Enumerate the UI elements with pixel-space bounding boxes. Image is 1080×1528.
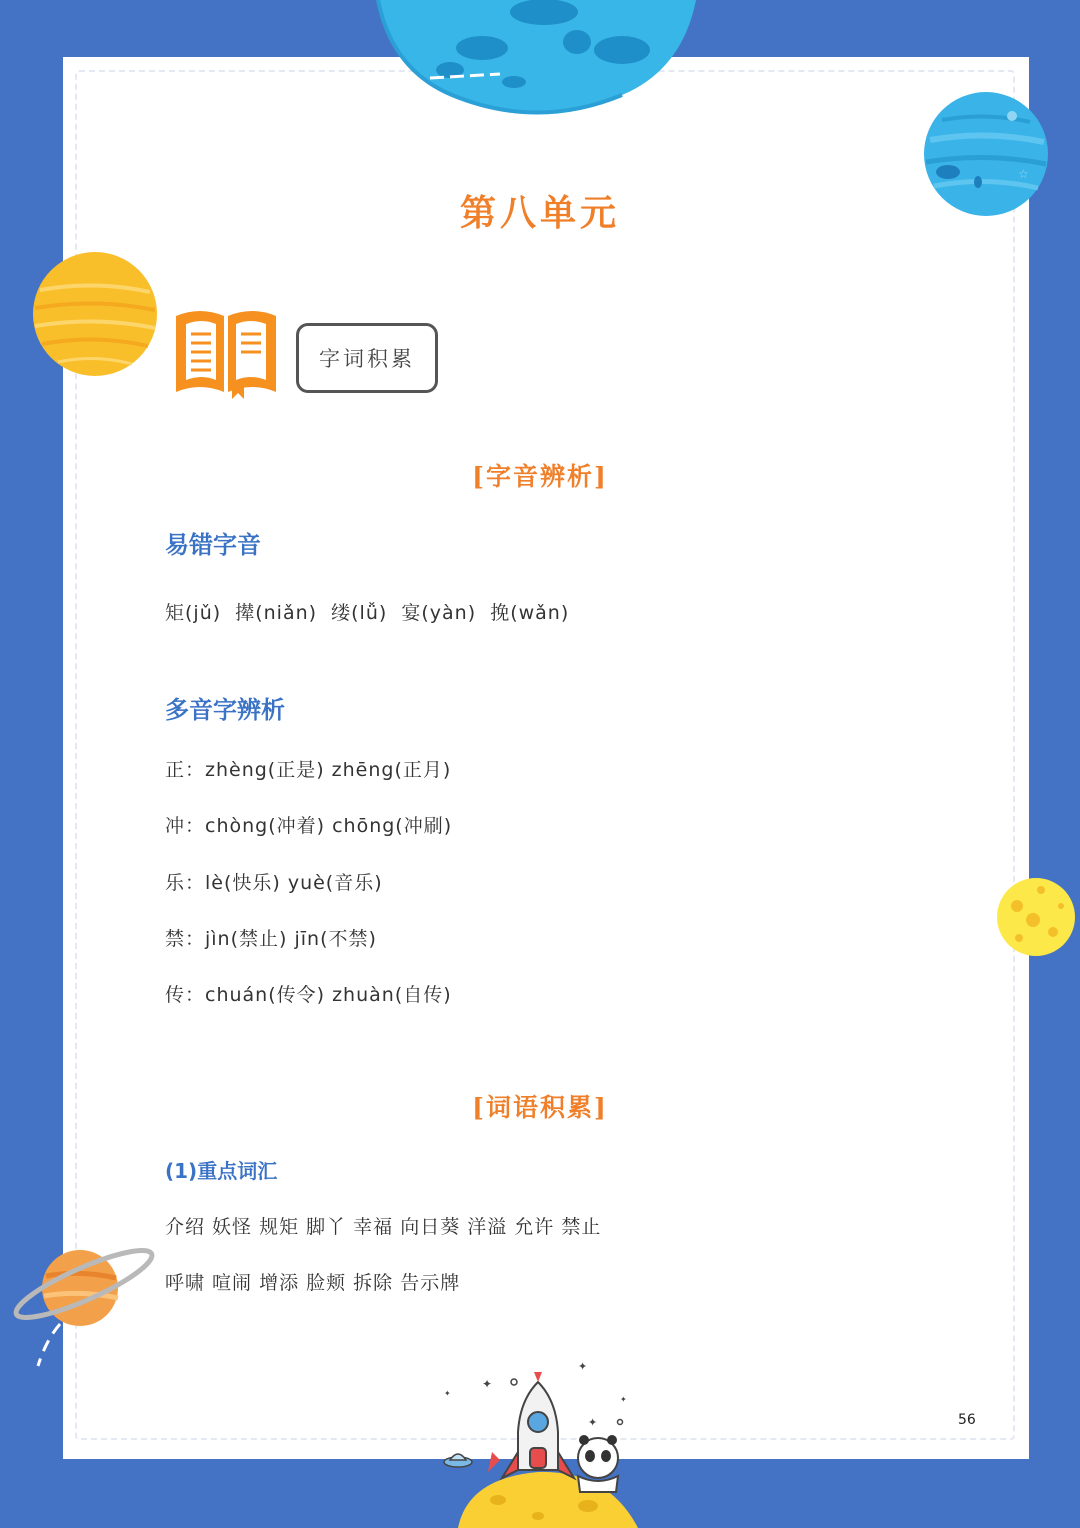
section-tag: 字词积累 — [296, 323, 438, 393]
easy-mistake-title: 易错字音 — [165, 531, 261, 559]
planet-icon — [372, 0, 702, 115]
moon-icon — [995, 876, 1077, 958]
polyphone-item: 禁：jìn(禁止) jīn(不禁) — [165, 928, 377, 950]
saturn-icon — [8, 1240, 158, 1370]
svg-text:☆: ☆ — [1018, 167, 1029, 181]
svg-text:✦: ✦ — [588, 1416, 598, 1429]
astronaut-panda-icon — [578, 1435, 618, 1492]
polyphone-item: 传：chuán(传令) zhuàn(自传) — [165, 984, 452, 1006]
polyphone-item: 冲：chòng(冲着) chōng(冲刷) — [165, 815, 453, 837]
rocket-icon — [438, 1360, 648, 1528]
svg-text:✦: ✦ — [482, 1377, 493, 1391]
polyphone-title: 多音字辨析 — [165, 696, 285, 724]
polyphone-item: 乐：lè(快乐) yuè(音乐) — [165, 872, 383, 894]
section-heading-vocabulary: [词语积累] — [472, 1093, 608, 1122]
svg-text:✦: ✦ — [444, 1389, 451, 1398]
ufo-icon — [444, 1454, 472, 1467]
section-heading-pronunciation: [字音辨析] — [472, 462, 608, 491]
key-words-line: 介绍 妖怪 规矩 脚丫 幸福 向日葵 洋溢 允许 禁止 — [165, 1216, 602, 1238]
planet-icon — [30, 250, 160, 380]
page-number: 56 — [958, 1412, 976, 1428]
book-icon — [172, 306, 280, 400]
key-words-title: (1)重点词汇 — [165, 1159, 278, 1183]
svg-text:✦: ✦ — [578, 1360, 588, 1373]
key-words-line: 呼啸 喧闹 增添 脸颊 拆除 告示牌 — [165, 1272, 461, 1294]
unit-title: 第八单元 — [459, 192, 620, 234]
svg-text:✦: ✦ — [620, 1395, 627, 1404]
polyphone-item: 正：zhèng(正是) zhēng(正月) — [165, 759, 452, 781]
easy-mistake-line: 矩(jǔ) 撵(niǎn) 缕(lǚ) 宴(yàn) 挽(wǎn) — [165, 602, 570, 624]
